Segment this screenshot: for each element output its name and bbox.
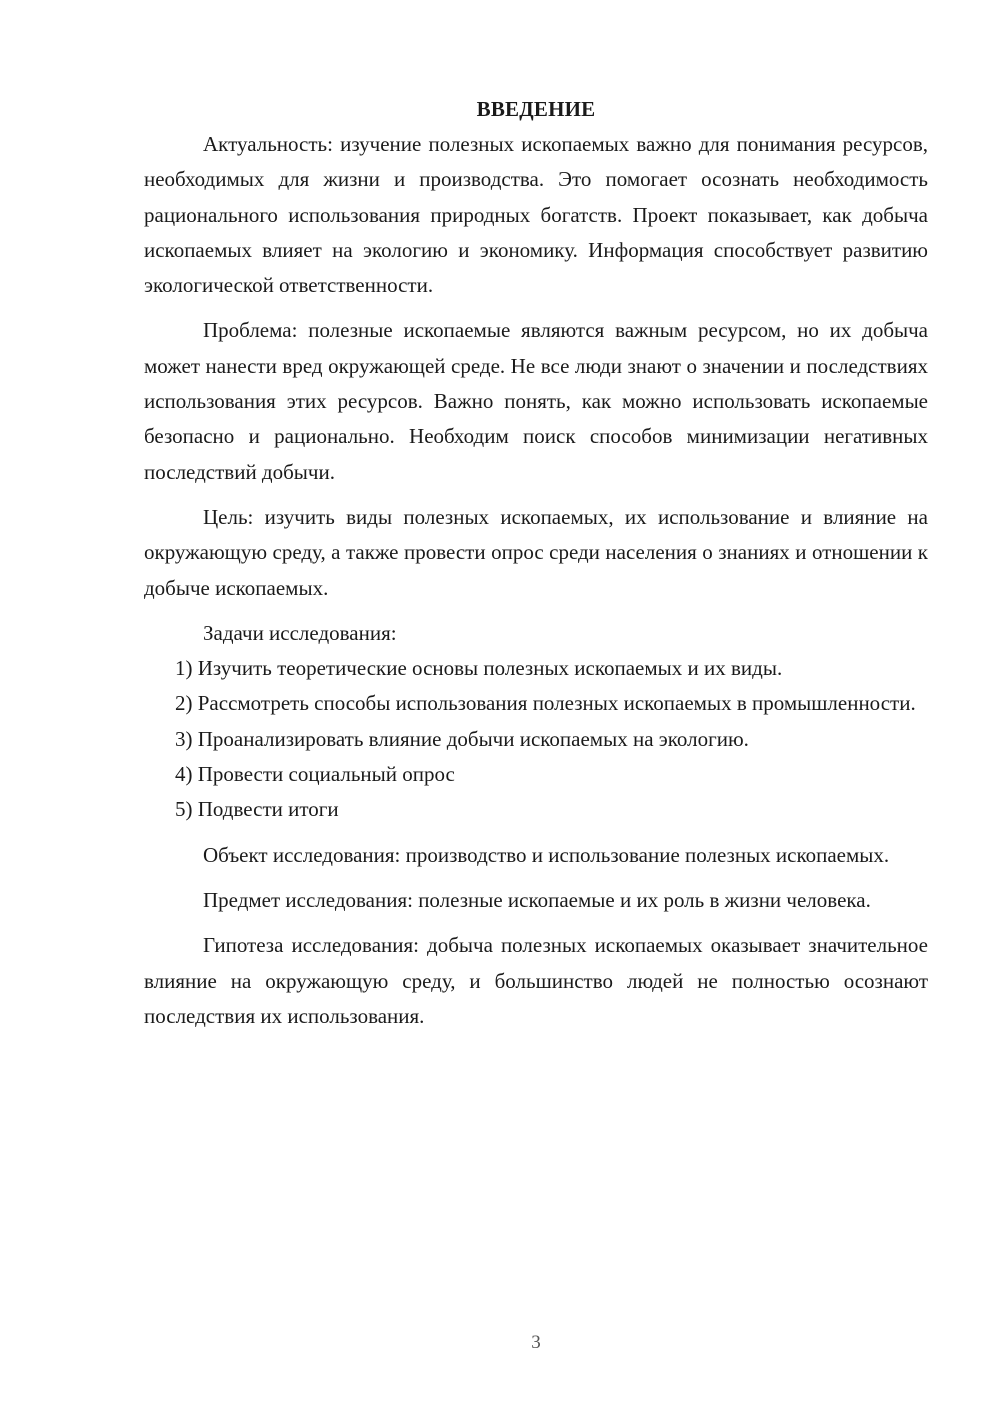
subject-paragraph: Предмет исследования: полезные ископаемые и их роль в жизни человека. bbox=[203, 887, 871, 912]
task-item-5: 5) Подвести итоги bbox=[175, 797, 339, 822]
relevance-paragraph: Актуальность: изучение полезных ископаемых важно для понимания ресурсов, необходимых для жизни и производства. Это помогает осознать необходимость рационального использования природных богатств. Проект показывает, как добыча ископаемых влияет на экологию и экономику. Информация способствует развитию экологической ответственности. bbox=[144, 132, 928, 298]
task-item-3: 3) Проанализировать влияние добычи ископаемых на экологию. bbox=[175, 726, 749, 751]
problem-paragraph: Проблема: полезные ископаемые являются важным ресурсом, но их добыча может нанести вред окружающей среде. Не все люди знают о значении и последствиях использования этих ресурсов. Важно понять, как можно использовать ископаемые безопасно и рационально. Необходим поиск способов минимизации негативных последствий добычи. bbox=[144, 318, 928, 484]
task-item-1: 1) Изучить теоретические основы полезных ископаемых и их виды. bbox=[175, 656, 783, 681]
document-page bbox=[144, 92, 928, 1034]
task-item-2: 2) Рассмотреть способы использования полезных ископаемых в промышленности. bbox=[175, 691, 916, 716]
goal-paragraph: Цель: изучить виды полезных ископаемых, их использование и влияние на окружающую среду, а также провести опрос среди населения о знаниях и отношении к добыче ископаемых. bbox=[144, 504, 928, 600]
tasks-heading: Задачи исследования: bbox=[203, 620, 397, 645]
hypothesis-paragraph: Гипотеза исследования: добыча полезных ископаемых оказывает значительное влияние на окружающую среду, и большинство людей не полностью осознают последствия их использования. bbox=[144, 933, 928, 1028]
page-title: ВВЕДЕНИЕ bbox=[476, 97, 596, 121]
page-number: 3 bbox=[531, 1332, 541, 1353]
object-paragraph: Объект исследования: производство и использование полезных ископаемых. bbox=[203, 842, 890, 867]
task-item-4: 4) Провести социальный опрос bbox=[175, 762, 455, 787]
